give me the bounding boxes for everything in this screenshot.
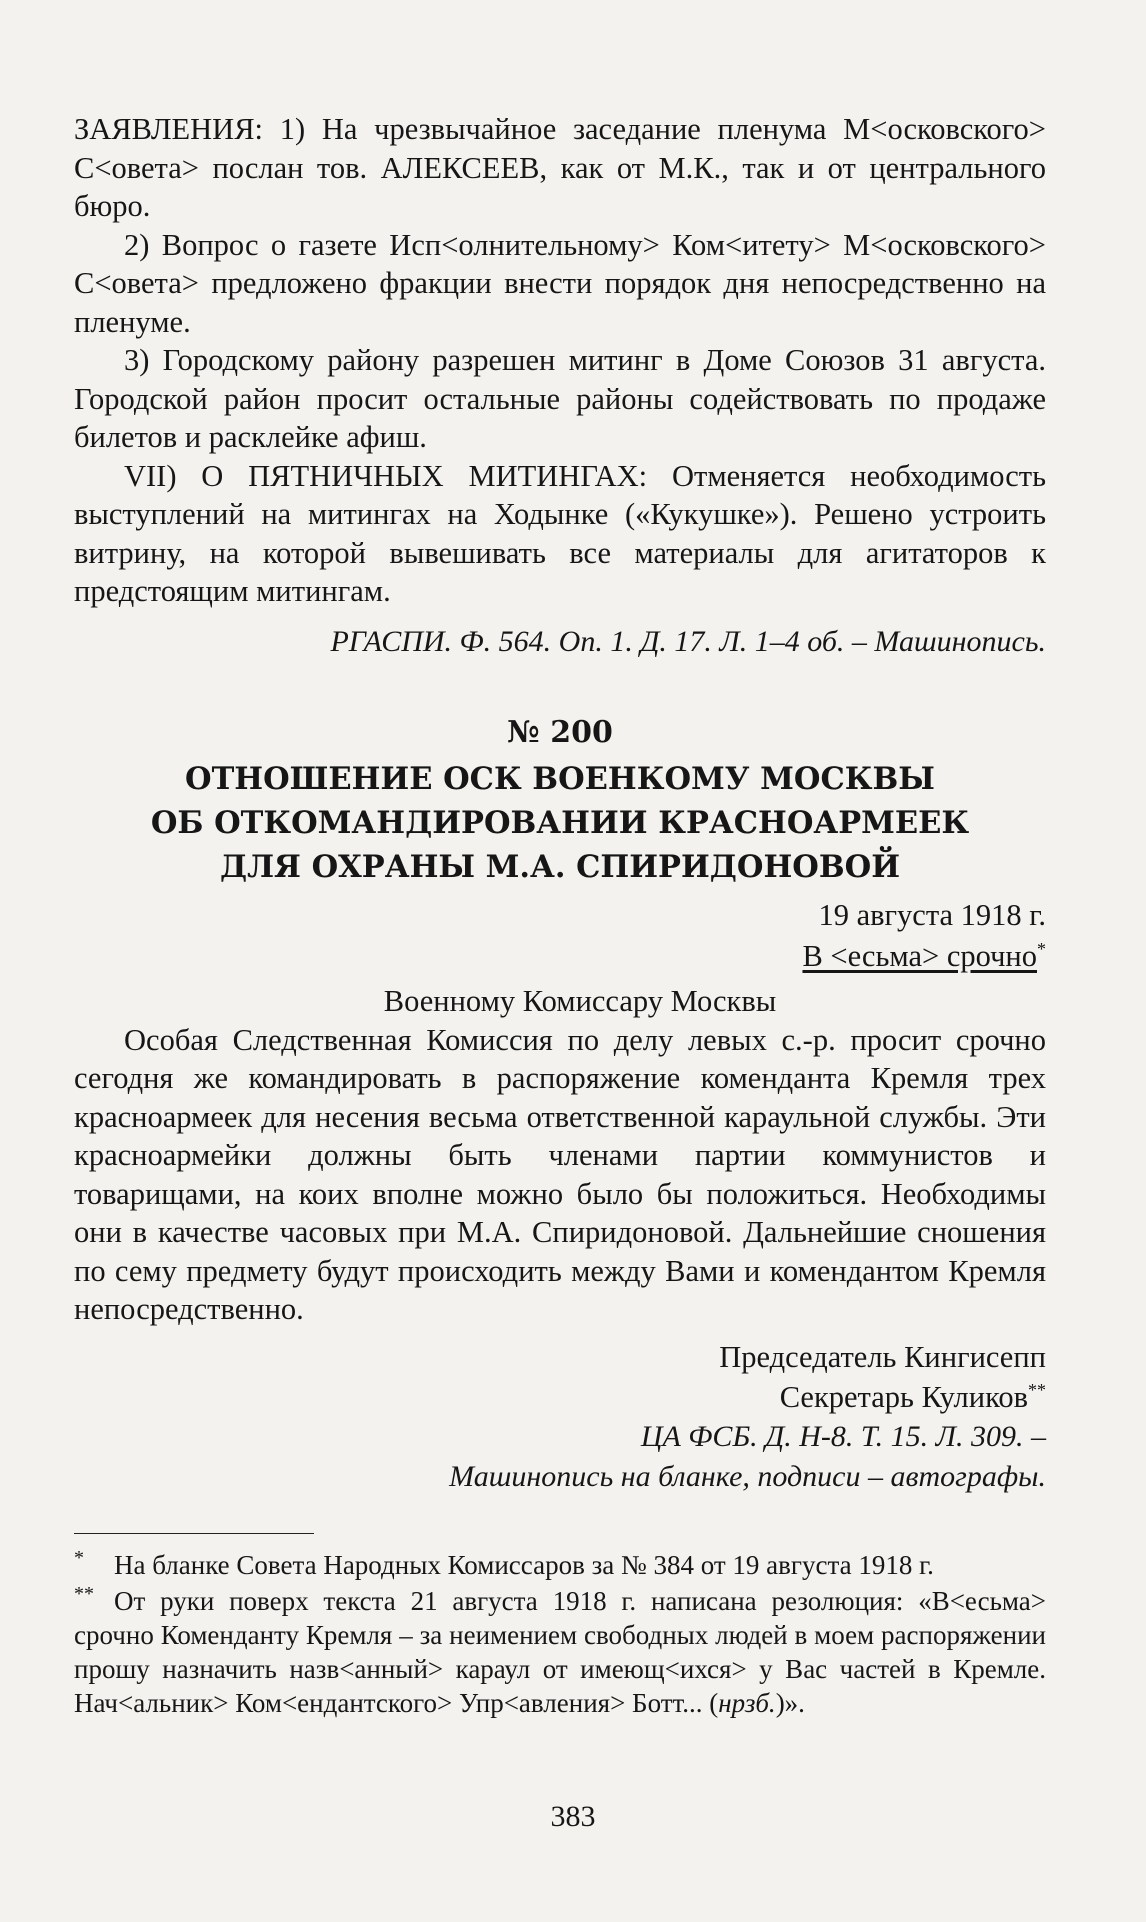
signature-chair: Председатель Кингисепп [719,1339,1046,1374]
signature-secretary: Секретарь Куликов [779,1379,1028,1414]
title-line-3: ДЛЯ ОХРАНЫ М.А. СПИРИДОНОВОЙ [219,848,901,885]
footnote-1-mark: * [74,1546,84,1569]
archive-reference: ЦА ФСБ. Д. Н-8. Т. 15. Л. 309. – [640,1419,1046,1453]
title-line-1: ОТНОШЕНИЕ ОСК ВОЕНКОМУ МОСКВЫ [185,760,935,797]
statements-paragraph: ЗАЯВЛЕНИЯ: 1) На чрезвычайное заседание пленума М<осковского> С<овета> послан тов. АЛЕКСЕЕВ, как от М.К., так и от центрального бюро. [74,112,1046,223]
addressee: Военному Комиссару Москвы [383,983,777,1018]
city-district-rally-paragraph: 3) Городскому району разрешен митинг в Доме Союзов 31 августа. Городской район просит остальные районы содействовать по продаже билетов и расклейке афиш. [74,343,1046,454]
friday-rallies-paragraph: VII) О ПЯТНИЧНЫХ МИТИНГАХ: Отменяется необходимость выступлений на митингах на Ходынке («Кукушке»). Решено устроить витрину, на которой вывешивать все материалы для агитаторов к предстоящим митингам. [74,458,1046,608]
footnote-2 [74,1584,1046,1720]
document-body: Особая Следственная Комиссия по делу левых с.-р. просит срочно сегодня же командировать в распоряжение коменданта Кремля трех красноармеек для несения весьма ответственной караульной службы. Эти красноармейки должны быть членами партии коммунистов и товарищами, на коих вполне можно было бы положиться. Необходимы они в качестве часовых при М.А. Спиридоновой. Дальнейшие сношения по сему предмету будут происходить между Вами и комендантом Кремля непосредственно. [74,1022,1046,1326]
document-number: № 200 [507,714,613,750]
footnote-ref-1: * [1037,938,1046,959]
title-line-2: ОБ ОТКОМАНДИРОВАНИИ КРАСНОАРМЕЕК [150,804,970,841]
urgency-text: В <есьма> срочно [802,938,1037,973]
footnote-1-text: На бланке Совета Народных Комиссаров за № 384 от 19 августа 1918 г. [114,1549,934,1580]
document-date: 19 августа 1918 г. [818,897,1046,932]
footnote-2-text: От руки поверх текста 21 августа 1918 г. написана резолюция: «В<есьма> срочно Коменданту Кремля – за неимением свободных людей в моем распоряжении прошу назначить назв<анный> караул от имеющ<ихся> у Вас частей в Кремле. Нач<альник> Ком<ендантского> Упр<авления> Ботт... ( [74,1585,1046,1718]
footnote-ref-2: ** [1028,1379,1046,1400]
footnote-2-illegible: нрзб. [718,1687,776,1718]
newspaper-question-paragraph: 2) Вопрос о газете Исп<олнительному> Ком<итету> М<осковского> С<овета> предложено фракции внести порядок дня непосредственно на пленуме. [74,227,1046,339]
footnote-2-tail: )». [775,1687,805,1718]
footnote-divider [74,1533,314,1534]
signature-secretary-line [74,1377,1046,1417]
footnote-1 [74,1548,1046,1582]
archive-source-citation: РГАСПИ. Ф. 564. Оп. 1. Д. 17. Л. 1–4 об. – Машинопись. [330,624,1046,658]
document-title [74,757,1046,889]
urgency-mark [74,935,1046,977]
page-number: 383 [550,1800,596,1833]
footnote-2-mark: ** [74,1582,94,1605]
archive-description: Машинопись на бланке, подписи – автографы. [449,1459,1046,1493]
page-content [74,110,1046,1720]
